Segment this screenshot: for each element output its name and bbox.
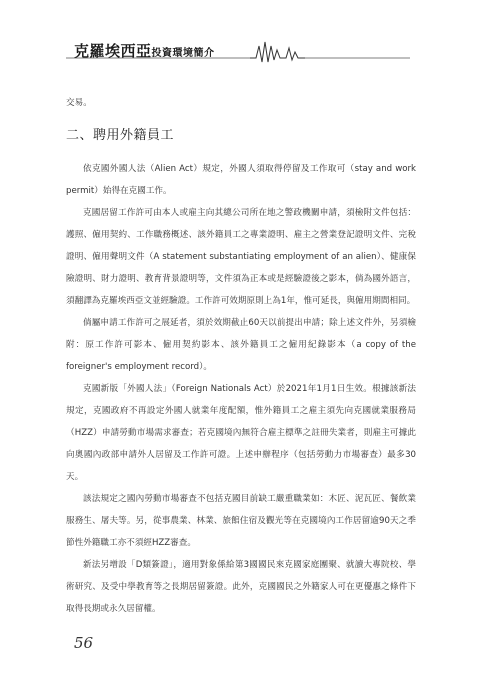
paragraph-3: 倘屬申請工作許可之展延者，須於效期截止60天以前提出申請；除上述文件外，另須檢附：原工作許可影本、僱用契約影本、該外籍員工之僱用紀錄影本（a copy of the foreigner's employment record）。 — [66, 318, 416, 372]
paragraph-2: 克國居留工作許可由本人或雇主向其總公司所在地之警政機關申請，須檢附文件包括：護照、僱用契約、工作職務概述、該外籍員工之專業證明、雇主之營業登記證明文件、完稅證明、僱用聲明文件（A statement substantiating employment of an alien）、健康保險證明、財力證明、教育背景證明等，文件須為正本或是經驗證後之影本，倘為國外語言，須翻譯為克羅埃西亞文並經驗證。工作許可效期原則上為1年，惟可延長，與僱用期間相同。 — [66, 208, 416, 306]
header-decoration — [0, 36, 480, 64]
waveform-icon — [250, 42, 305, 62]
paragraph-1: 依克國外國人法（Alien Act）規定，外國人須取得停留及工作取可（stay and work permit）始得在克國工作。 — [66, 164, 416, 196]
header-title — [74, 40, 215, 61]
header-title-main: 克羅埃西亞 — [74, 42, 152, 60]
lead-text: 交易。 — [66, 98, 92, 108]
page-content — [66, 92, 416, 620]
running-header — [0, 36, 480, 64]
paragraph-4: 克國新版「外國人法」（Foreign Nationals Act）於2021年1月1日生效。根據該新法規定，克國政府不再設定外國人就業年度配額，惟外籍員工之雇主須先向克國就業服務局（HZZ）申請勞動市場需求審查；若克國境內無符合雇主標準之註冊失業者，則雇主可據此向奧國內政部申請外人居留及工作許可證。上述申辦程序（包括勞動力市場審查）最多30天。 — [66, 384, 416, 482]
header-title-sub: 投資環境簡介 — [151, 48, 215, 59]
section-title: 二、聘用外籍員工 — [66, 128, 175, 143]
paragraph-6: 新法另增設「D類簽證」，適用對象係給第3國國民來克國家庭團聚、就讀大專院校、學術研究、及受中學教育等之長期居留簽證。此外，克國國民之外籍家人可在更優惠之條件下取得長期或永久居留權。 — [66, 560, 416, 614]
paragraph-5: 該法規定之國內勞動市場審查不包括克國目前缺工嚴重職業如：木匠、泥瓦匠、餐飲業服務生、屠夫等。另，從事農業、林業、旅館住宿及觀光等在克國境內工作居留逾90天之季節性外籍職工亦不須經HZZ審查。 — [66, 494, 416, 548]
page-number: 56 — [74, 634, 94, 652]
